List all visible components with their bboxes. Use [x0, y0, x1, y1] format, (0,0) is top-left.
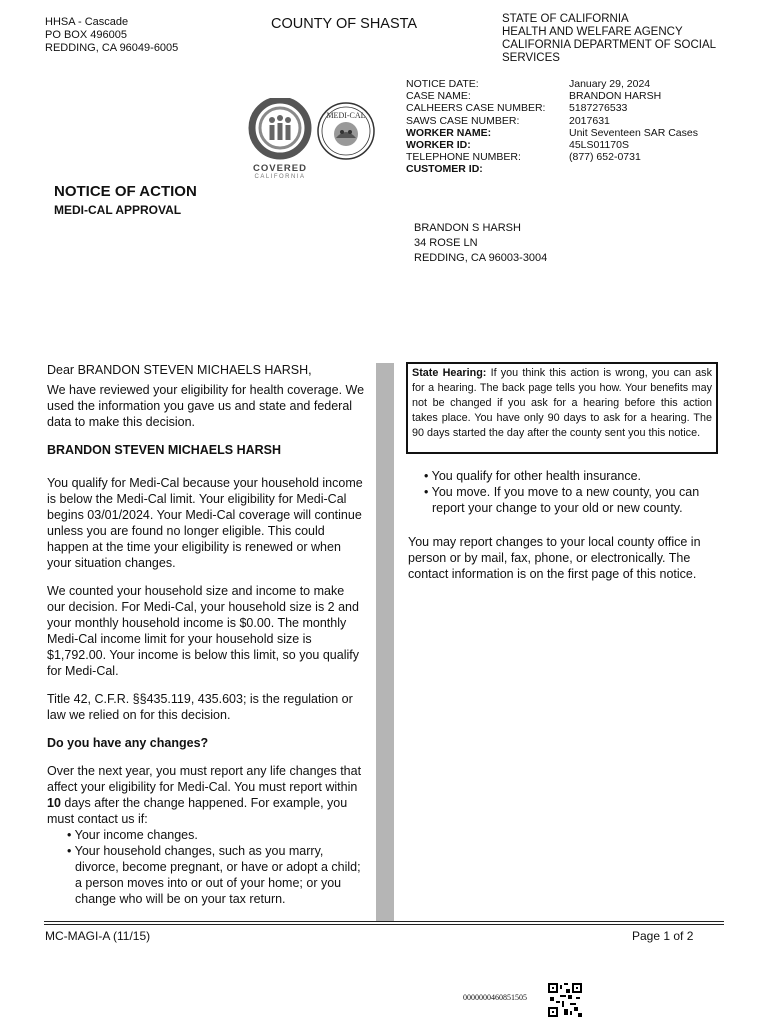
report-days: 10 — [47, 796, 61, 810]
case-info-row — [406, 102, 698, 114]
case-info-row — [406, 90, 698, 102]
changes-list — [61, 827, 365, 907]
footer-rule — [44, 924, 724, 925]
recipient-address — [414, 221, 547, 266]
case-info-key: WORKER NAME: — [406, 126, 492, 139]
greeting: Dear BRANDON STEVEN MICHAELS HARSH, — [47, 363, 312, 377]
form-id: MC-MAGI-A (11/15) — [45, 929, 151, 943]
sender-line: PO BOX 496005 — [45, 29, 127, 41]
qr-code — [548, 983, 582, 1017]
recipient-line: 34 ROSE LN — [414, 237, 478, 249]
case-info-key: NOTICE DATE: — [406, 78, 479, 90]
agency-line: SERVICES — [502, 52, 560, 64]
household-paragraph: We counted your household size and income to make our decision. For Medi-Cal, your household size is 2 and your monthly household income is $0.00. The monthly Medi-Cal income limit for your household size is $1,792.00. Your income is below this limit, so you qualify for Medi-Cal. — [47, 584, 359, 678]
notice-subtitle: MEDI-CAL APPROVAL — [54, 203, 182, 217]
case-info-row — [406, 151, 698, 163]
svg-text:MEDI-CAL: MEDI-CAL — [326, 111, 366, 120]
case-info-row — [406, 139, 698, 151]
case-info-key: WORKER ID: — [406, 139, 471, 152]
covered-word: COVERED — [253, 163, 307, 174]
case-info-row — [406, 127, 698, 139]
case-info-block — [406, 78, 698, 176]
medi-cal-seal — [316, 98, 376, 164]
case-info-row — [406, 115, 698, 127]
report-paragraph — [47, 763, 365, 827]
list-item: • You qualify for other health insurance. — [424, 469, 642, 483]
state-hearing-text: If you think this action is wrong, you can ask for a hearing. The back page tells you how. Your benefits may not be changed if you ask for a hearing before this action takes place. You have only 90 days to ask for a hearing. The 90 days started the day after the county sent you this notice. — [412, 367, 712, 439]
case-info-key: SAWS CASE NUMBER: — [406, 114, 520, 127]
list-item: • Your income changes. — [67, 828, 198, 842]
county-name: COUNTY OF SHASTA — [271, 16, 418, 32]
case-info-value: 2017631 — [569, 114, 610, 127]
agency-line: HEALTH AND WELFARE AGENCY — [502, 26, 683, 38]
case-info-value: Unit Seventeen SAR Cases — [569, 126, 698, 139]
case-info-value: 5187276533 — [569, 102, 628, 115]
case-info-value: 45LS01170S — [569, 139, 629, 152]
case-info-value: January 29, 2024 — [569, 78, 651, 90]
state-hearing-box — [406, 362, 718, 454]
case-info-value: BRANDON HARSH — [569, 90, 662, 103]
document-number: 0000000460851505 — [463, 993, 527, 1002]
state-agency — [502, 13, 716, 65]
case-info-row — [406, 78, 698, 90]
sender-address — [45, 16, 178, 55]
report-text: Over the next year, you must report any life changes that affect your eligibility for Medi-Cal. You must report within — [47, 764, 362, 794]
report-text-end: days after the change happened. For example, you must contact us if: — [47, 796, 348, 826]
list-item: • You move. If you move to a new county, you can report your change to your old or new county. — [424, 485, 700, 515]
covered-california-emblem — [248, 98, 312, 160]
case-info-value: (877) 652-0731 — [569, 151, 641, 164]
case-info-key: TELEPHONE NUMBER: — [406, 151, 521, 164]
left-column — [47, 362, 365, 907]
state-hearing-label: State Hearing: — [412, 367, 487, 379]
case-info-key: CASE NAME: — [406, 90, 471, 103]
column-divider — [376, 363, 394, 922]
california-word: CALIFORNIA — [254, 174, 306, 180]
case-info-key: CALHEERS CASE NUMBER: — [406, 102, 546, 115]
agency-line: CALIFORNIA DEPARTMENT OF SOCIAL — [502, 39, 717, 51]
intro-paragraph: We have reviewed your eligibility for health coverage. We used the information you gave us and state and federal data to make this decision. — [47, 383, 365, 429]
recipient-line: REDDING, CA 96003-3004 — [414, 252, 548, 264]
page-number: Page 1 of 2 — [632, 929, 694, 943]
sender-line: REDDING, CA 96049-6005 — [45, 42, 179, 54]
footer-rule — [44, 921, 724, 922]
recipient-name-heading: BRANDON STEVEN MICHAELS HARSH — [47, 443, 282, 457]
regulation-paragraph: Title 42, C.F.R. §§435.119, 435.603; is the regulation or law we relied on for this decision. — [47, 692, 353, 722]
notice-title: NOTICE OF ACTION — [54, 183, 197, 200]
more-changes-list — [418, 468, 718, 516]
contact-paragraph: You may report changes to your local county office in person or by mail, fax, phone, or electronically. The contact information is on the first page of this notice. — [408, 535, 701, 581]
eligibility-paragraph: You qualify for Medi-Cal because your household income is below the Medi-Cal limit. Your eligibility for Medi-Cal begins 03/01/2024. Your Medi-Cal coverage will continue unless you are found no longer eligible. This could happen at the time your eligibility is renewed or when your situation changes. — [47, 476, 363, 570]
covered-california-logo — [248, 98, 312, 180]
case-info-row — [406, 163, 698, 175]
list-item: • Your household changes, such as you marry, divorce, become pregnant, or have or adopt a child; a person moves into or out of your home; or you change who will be on your tax return. — [67, 844, 361, 906]
case-info-key: CUSTOMER ID: — [406, 163, 483, 176]
changes-heading: Do you have any changes? — [47, 736, 209, 750]
agency-line: STATE OF CALIFORNIA — [502, 13, 629, 25]
sender-line: HHSA - Cascade — [45, 16, 129, 28]
recipient-line: BRANDON S HARSH — [414, 222, 521, 234]
